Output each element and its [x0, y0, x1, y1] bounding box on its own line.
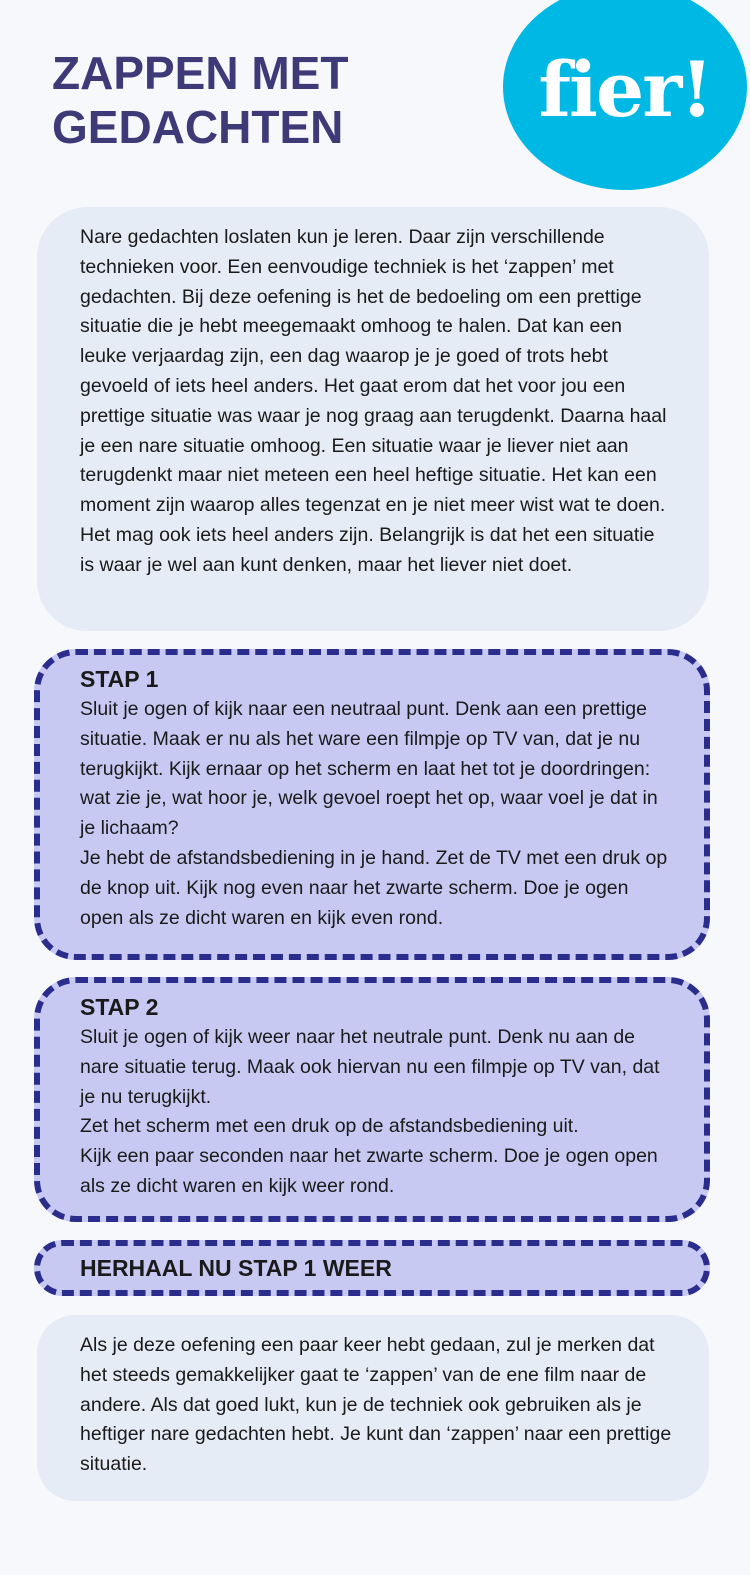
intro-box	[37, 207, 709, 631]
step-1-text-2: Je hebt de afstandsbediening in je hand. Zet de TV met een druk op de knop uit. Kijk nog even naar het zwarte scherm. Doe je ogen open als ze dicht waren en kijk even rond.	[80, 846, 668, 929]
step-1-text: Sluit je ogen of kijk naar een neutraal punt. Denk aan een prettige situatie. Maak er nu als het ware een filmpje op TV van, dat je nu terugkijkt. Kijk ernaar op het scherm en laat het tot je doordringen: wat zie je, wat hoor je, welk gevoel roept het op, waar voel je dat in je lichaam?	[80, 698, 658, 840]
repeat-step-title: HERHAAL NU STAP 1 WEER	[80, 1255, 392, 1281]
logo-text: fier!	[538, 44, 712, 134]
step-1-box	[34, 649, 710, 960]
step-2-text-2: Zet het scherm met een druk op de afstandsbediening uit.	[80, 1115, 579, 1138]
fier-logo	[503, 0, 747, 190]
title-line-1: ZAPPEN MET	[52, 47, 349, 99]
page-title	[52, 46, 482, 154]
step-2-box	[34, 977, 710, 1222]
outro-text: Als je deze oefening een paar keer hebt gedaan, zul je merken dat het steeds gemakkelijker gaat te ‘zappen’ van de ene film naar de andere. Als dat goed lukt, kun je de techniek ook gebruiken als je heftiger nare gedachten hebt. Je kunt dan ‘zappen’ naar een prettige situatie.	[80, 1334, 672, 1476]
repeat-step-box	[34, 1240, 710, 1296]
step-2-text-3: Kijk een paar seconden naar het zwarte scherm. Doe je ogen open als ze dicht waren en kijk weer rond.	[80, 1145, 658, 1197]
step-1-title: STAP 1	[80, 666, 159, 692]
step-2-text: Sluit je ogen of kijk weer naar het neutrale punt. Denk nu aan de nare situatie terug. Maak ook hiervan nu een filmpje op TV van, dat je nu terugkijkt.	[80, 1026, 660, 1108]
outro-box	[37, 1315, 709, 1501]
step-2-title: STAP 2	[80, 994, 159, 1020]
title-line-2: GEDACHTEN	[52, 101, 344, 153]
intro-text: Nare gedachten loslaten kun je leren. Daar zijn verschillende technieken voor. Een eenvoudige techniek is het ‘zappen’ met gedachten. Bij deze oefening is het de bedoeling om een prettige situatie die je hebt meegemaakt omhoog te halen. Dat kan een leuke verjaardag zijn, een dag waarop je je goed of trots hebt gevoeld of iets heel anders. Het gaat erom dat het voor jou een prettige situatie was waar je nog graag aan terugdenkt. Daarna haal je een nare situatie omhoog. Een situatie waar je liever niet aan terugdenkt maar niet meteen een heel heftige situatie. Het kan een moment zijn waarop alles tegenzat en je niet meer wist wat te doen. Het mag ook iets heel anders zijn. Belangrijk is dat het een situatie is waar je wel aan kunt denken, maar het liever niet doet.	[80, 226, 667, 576]
